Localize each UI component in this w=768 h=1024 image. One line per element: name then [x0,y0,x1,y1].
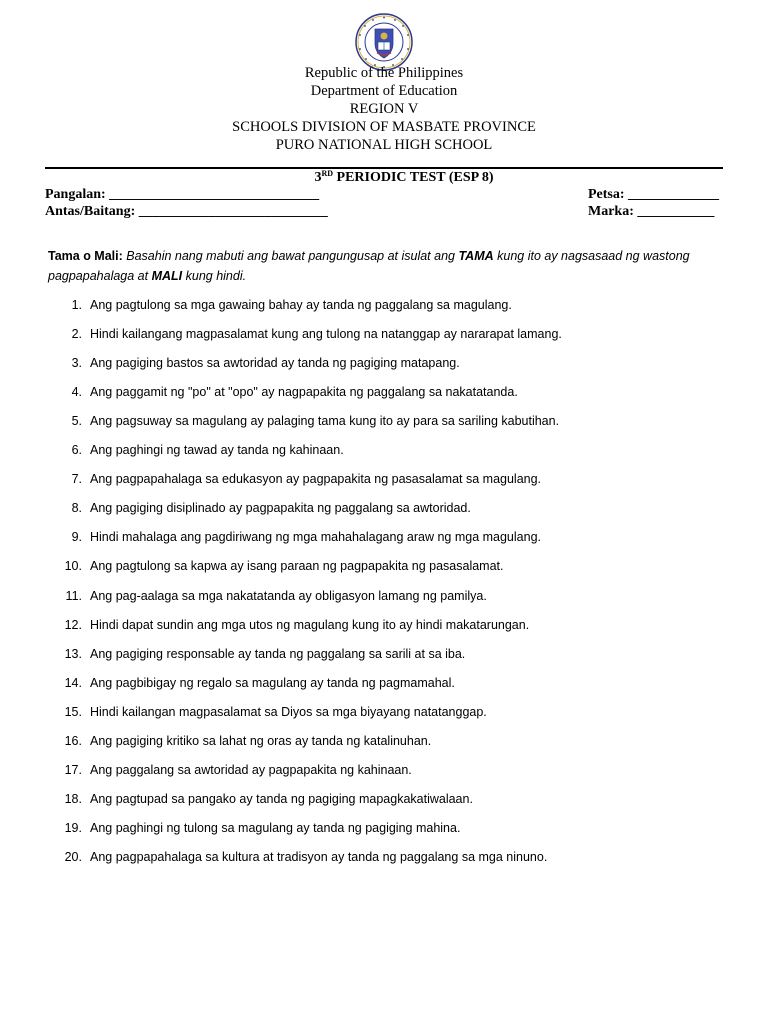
item-number: 20. [64,849,82,864]
item-number: 3. [71,356,82,371]
instructions-tama: TAMA [458,249,494,263]
item-number: 17. [64,762,82,777]
item-number: 4. [71,385,82,400]
item-text: Ang pagiging responsable ay tanda ng paggalang sa sarili at sa iba. [90,646,466,661]
item-text: Ang paggalang sa awtoridad ay pagpapakita ng kahinaan. [90,762,412,777]
item-number: 12. [64,617,82,632]
item-text: Ang pagtulong sa mga gawaing bahay ay tanda ng paggalang sa magulang. [90,298,512,312]
document-header [0,64,768,154]
item-text: Hindi mahalaga ang pagdiriwang ng mga mahahalagang araw ng mga magulang. [90,530,541,545]
instructions-lead: Tama o Mali: [48,249,123,263]
item-number: 5. [71,414,82,429]
item-number: 2. [71,327,82,342]
item-number: 1. [71,298,82,312]
deped-seal-logo [353,13,415,71]
item-text: Hindi kailangan magpasalamat sa Diyos sa mga biyayang natatanggap. [90,704,487,719]
item-text: Ang pagpapahalaga sa kultura at tradisyon ay tanda ng paggalang sa mga ninuno. [90,849,548,864]
score-field[interactable]: Marka: ___________ [588,204,715,219]
instructions-body [48,249,690,283]
item-number: 11. [65,588,82,603]
item-text: Ang pagiging bastos sa awtoridad ay tanda ng pagiging matapang. [90,356,460,371]
header-department: Department of Education [310,83,458,99]
item-text: Ang pagiging kritiko sa lahat ng oras ay tanda ng katalinuhan. [90,733,432,748]
item-text: Ang pagtupad sa pangako ay tanda ng pagiging mapagkakatiwalaan. [90,791,473,806]
item-text: Ang pagsuway sa magulang ay palaging tama kung ito ay para sa sariling kabutihan. [90,414,560,429]
item-number: 8. [71,501,82,516]
instructions-part1: Basahin nang mabuti ang bawat pangungusap at isulat ang [122,249,459,263]
item-number: 18. [64,791,82,806]
test-title-number: 3 [314,170,322,185]
date-field[interactable]: Petsa: _____________ [588,187,720,202]
item-number: 15. [64,704,82,719]
header-school: PURO NATIONAL HIGH SCHOOL [275,137,493,153]
item-number: 9. [71,530,82,545]
item-text: Ang pagpapahalaga sa edukasyon ay pagpapakita ng pasasalamat sa magulang. [90,472,542,487]
header-region: REGION V [349,101,419,117]
item-number: 14. [64,675,82,690]
test-title-text: PERIODIC TEST (ESP 8) [333,170,494,185]
item-number: 19. [64,820,82,835]
item-number: 10. [64,559,82,574]
instructions [48,247,728,286]
test-title-ordinal: RD [321,169,334,178]
item-text: Ang paghingi ng tawad ay tanda ng kahinaan. [90,443,344,458]
item-text: Ang pag-aalaga sa mga nakatatanda ay obligasyon lamang ng pamilya. [90,588,487,603]
header-country: Republic of the Philippines [304,65,464,81]
item-text: Ang pagtulong sa kapwa ay isang paraan ng pagpapakita ng pasasalamat. [90,559,504,574]
test-title [0,169,768,186]
item-number: 6. [71,443,82,458]
instructions-part2: kung ito ay nagsasaad ng wastong pagpapahalaga at [48,249,690,283]
item-number: 13. [64,646,82,661]
header-division: SCHOOLS DIVISION OF MASBATE PROVINCE [232,119,536,135]
instructions-part3: kung hindi. [182,268,247,283]
instructions-mali: MALI [151,268,183,283]
item-text: Ang paghingi ng tulong sa magulang ay tanda ng pagiging mahina. [90,820,461,835]
item-text: Hindi kailangang magpasalamat kung ang tulong na natanggap ay nararapat lamang. [90,327,562,342]
item-text: Ang pagbibigay ng regalo sa magulang ay tanda ng pagmamahal. [90,675,455,690]
item-number: 7. [71,472,82,487]
item-number: 16. [64,733,82,748]
grade-field[interactable]: Antas/Baitang: ___________________________ [45,204,328,219]
name-field[interactable]: Pangalan: ______________________________ [45,187,320,202]
item-text: Hindi dapat sundin ang mga utos ng magulang kung ito ay hindi makatarungan. [90,617,530,632]
item-text: Ang paggamit ng "po" at "opo" ay nagpapakita ng paggalang sa nakatatanda. [90,385,518,400]
item-text: Ang pagiging disiplinado ay pagpapakita ng paggalang sa awtoridad. [90,501,471,516]
